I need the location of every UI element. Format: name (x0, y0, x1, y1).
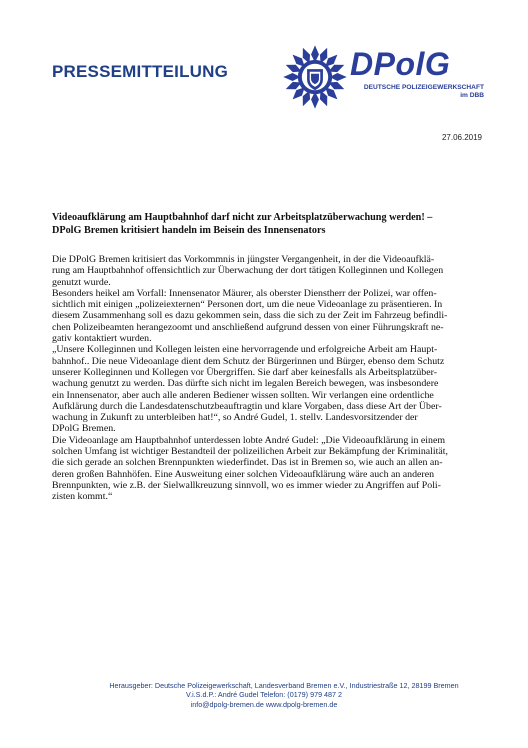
body-line: diesem Zusammenhang soll es dazu gekommen sein, dass die sich zu der Zeit im Fahrzeug befindli- (52, 310, 448, 322)
body-line: unserer Kolleginnen und Kollegen vor Übergriffen. Sie darf aber keinesfalls als Arbeitsplatzüber- (52, 366, 437, 378)
logo-subtitle-line2: im DBB (460, 92, 484, 99)
footer-contact[interactable]: info@dpolg-bremen.de www.dpolg-bremen.de (190, 699, 338, 709)
logo-subtitle-line1: DEUTSCHE POLIZEIGEWERKSCHAFT (363, 84, 484, 91)
body-line: chen Polizeibeamten herangezoomt und anschließend aufgrund dessen von einer Führungskraft ne- (52, 321, 444, 333)
dpolg-logo (282, 44, 492, 114)
release-date: 27.06.2019 (441, 133, 482, 142)
body-line: bahnhof.. Die neue Videoanlage dient dem Schutz der Bürgerinnen und Bürger, ebenso dem Schutz (52, 355, 445, 367)
body-line: sichtlich mit einigen „polizeiexternen“ Personen dort, um die neue Videoanlage zu präsentieren. In (52, 299, 443, 311)
body-line: deren großen Bahnhöfen. Eine Ausweitung einer solchen Videoaufklärung wäre auch an anderen (52, 468, 435, 480)
logo-wordmark: DPolG (350, 46, 451, 82)
police-star-badge-icon (282, 44, 348, 110)
body-line: wachung in Zukunft zu unterbleiben hat!“, so André Gudel, 1. stellv. Landesvorsitzender der (52, 412, 418, 424)
footer (0, 681, 528, 709)
page-title: PRESSEMITTEILUNG (52, 62, 229, 81)
headline (52, 212, 482, 237)
body-line: wachung genutzt zu werden. Das dürfte sich nicht im legalen Bereich bewegen, was insbesondere (52, 378, 439, 390)
body-line: die sich gerade an solchen Brennpunkten wiederfindet. Das ist in Bremen so, wie auch an allen an- (52, 457, 443, 469)
body-line: ein Innensenator, aber auch alle anderen Bediener wissen sollten. Wir verlangen eine ordentliche (52, 389, 434, 401)
body-line: genutzt wurde. (52, 276, 111, 288)
body-line: „Unsere Kolleginnen und Kollegen leisten eine hervorragende und erfolgreiche Arbeit am Haupt- (52, 344, 438, 356)
body-line: Besonders heikel am Vorfall: Innensenator Mäurer, als oberster Dienstherr der Polizei, war offen- (52, 287, 437, 299)
body-line: Aufklärung durch die Landesdatenschutzbeauftragtin und klare Vorgaben, dass diese Art der Über- (52, 400, 442, 412)
body-line: rung am Hauptbahnhof offensichtlich zur Überwachung der dort tätigen Kolleginnen und Kollegen (52, 265, 444, 277)
logo-subtitle (354, 84, 484, 100)
body-text (52, 254, 482, 503)
body-line: Die DPolG Bremen kritisiert das Vorkommnis in jüngster Vergangenheit, in der die Videoaufklä- (52, 254, 435, 265)
body-line: solchen Umfang ist wichtiger Bestandteil der polizeilichen Arbeit zur Bekämpfung der Kriminalität, (52, 446, 448, 458)
footer-responsible: V.i.S.d.P.: André Gudel Telefon: (0179) 979 487 2 (185, 690, 343, 700)
body-line: zisten kommt.“ (52, 491, 113, 503)
body-line: DPolG Bremen. (52, 423, 116, 435)
body-line: Die Videoanlage am Hauptbahnhof unterdessen lobte André Gudel: „Die Videoaufklärung in einem (52, 434, 446, 446)
body-line: Brennpunkten, wie z.B. der Sielwallkreuzung sinnvoll, wo es immer wieder zu Angriffen auf Poli- (52, 479, 441, 491)
headline-line: Videoaufklärung am Hauptbahnhof darf nicht zur Arbeitsplatzüberwachung werden! – (52, 212, 433, 223)
footer-publisher: Herausgeber: Deutsche Polizeigewerkschaft, Landesverband Bremen e.V., Industriestraße 12, 28199 Bremen (109, 681, 459, 690)
body-line: gativ kontaktiert wurden. (52, 333, 152, 345)
headline-line: DPolG Bremen kritisiert handeln im Beisein des Innensenators (52, 224, 326, 236)
